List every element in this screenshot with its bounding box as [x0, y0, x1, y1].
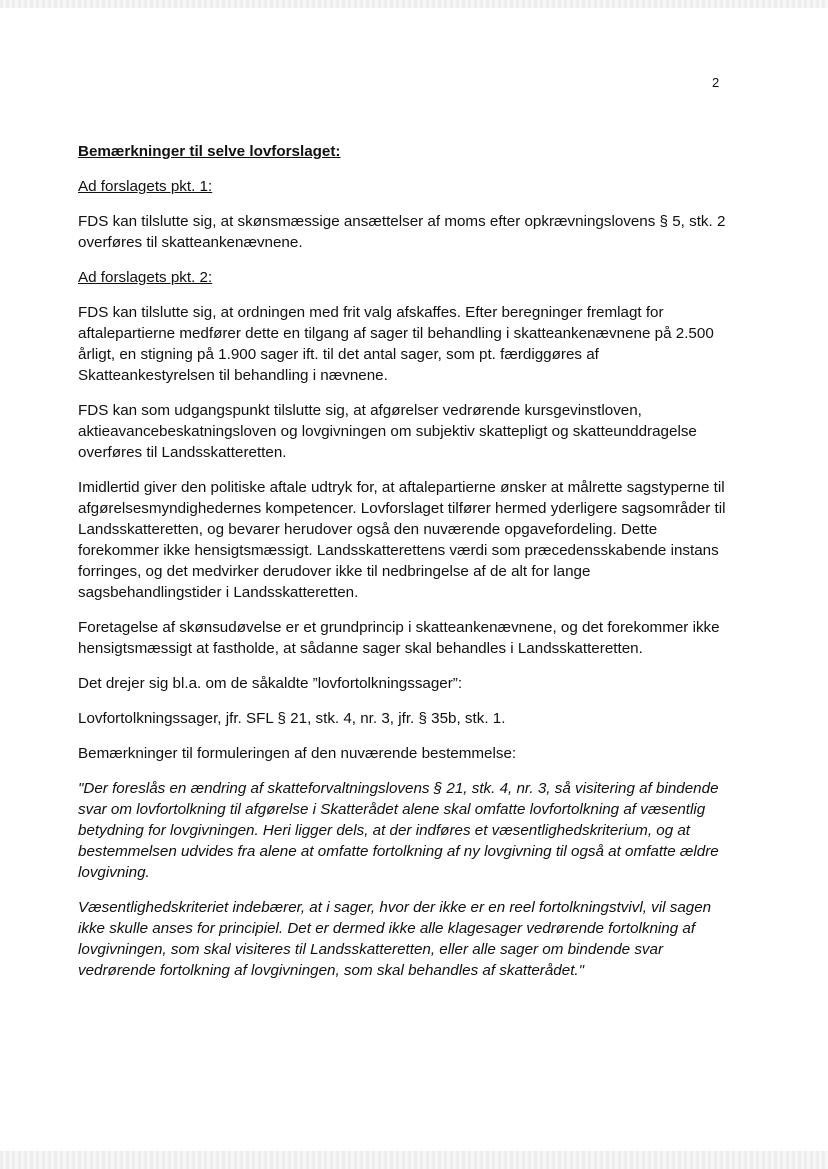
- quote-paragraph-1: "Der foreslås en ændring af skatteforvaltningslovens § 21, stk. 4, nr. 3, så visitering af bindende svar om lovfortolkning til afgørelse i Skatterådet alene skal omfatte lovfortolkning af væsentlig betydning for lovgivningen. Heri ligger dels, at der indføres et væsentlighedskriterium, og at bestemmelsen udvides fra alene at omfatte fortolkning af ny lovgivning til også at omfatte ældre lovgivning.: [78, 780, 719, 881]
- section-2-title: Ad forslagets pkt. 2:: [78, 269, 213, 286]
- section-1-paragraph: FDS kan tilslutte sig, at skønsmæssige ansættelser af moms efter opkrævningslovens § 5, stk. 2 overføres til skatteankenævnene.: [78, 213, 726, 251]
- document-body: [78, 141, 728, 995]
- page-number: 2: [712, 75, 720, 90]
- paragraph-legal-reference: Lovfortolkningssager, jfr. SFL § 21, stk. 4, nr. 3, jfr. § 35b, stk. 1.: [78, 710, 506, 727]
- paragraph-transfer: FDS kan som udgangspunkt tilslutte sig, at afgørelser vedrørende kursgevinstloven, aktieavancebeskatningsloven og lovgivningen om subjektiv skattepligt og skatteunddragelse overføres til Landsskatteretten.: [78, 402, 697, 461]
- scan-edge-bottom: [0, 1151, 828, 1169]
- paragraph-interpretation-cases: Det drejer sig bl.a. om de såkaldte ”lovfortolkningssager”:: [78, 675, 463, 692]
- paragraph-free-choice: FDS kan tilslutte sig, at ordningen med frit valg afskaffes. Efter beregninger fremlagt for aftalepartierne medfører dette en tilgang af sager til behandling i skatteankenævnene på 2.500 årligt, en stigning på 1.900 sager ift. til det antal sager, som pt. færdiggøres af Skatteankestyrelsen til behandling i nævnene.: [78, 304, 714, 384]
- paragraph-discretion: Foretagelse af skønsudøvelse er et grundprincip i skatteankenævnene, og det forekommer ikke hensigtsmæssigt at fastholde, at sådanne sager skal behandles i Landsskatteretten.: [78, 619, 720, 657]
- section-1-title: Ad forslagets pkt. 1:: [78, 178, 213, 195]
- paragraph-political-agreement: Imidlertid giver den politiske aftale udtryk for, at aftalepartierne ønsker at målrette sagstyperne til afgørelsesmyndighedernes kompetencer. Lovforslaget tilfører hermed yderligere sagsområder til Landsskatteretten, og bevarer herudover også den nuværende opgavefordeling. Dette forekommer ikke hensigtsmæssigt. Landsskatterettens værdi som præcedensskabende instans forringes, og det medvirker derudover ikke til nedbringelse af de alt for lange sagsbehandlingstider i Landsskatteretten.: [78, 479, 726, 601]
- paragraph-remarks-intro: Bemærkninger til formuleringen af den nuværende bestemmelse:: [78, 745, 517, 762]
- quote-paragraph-2: Væsentlighedskriteriet indebærer, at i sager, hvor der ikke er en reel fortolkningstvivl, vil sagen ikke skulle anses for principiel. Det er dermed ikke alle klagesager vedrørende fortolkning af lovgivningen, som skal visiteres til Landsskatteretten, eller alle sager om bindende svar vedrørende fortolkning af lovgivningen, som skal behandles af skatterådet.": [78, 899, 712, 979]
- scan-edge-top: [0, 0, 828, 8]
- document-heading: Bemærkninger til selve lovforslaget:: [78, 143, 341, 160]
